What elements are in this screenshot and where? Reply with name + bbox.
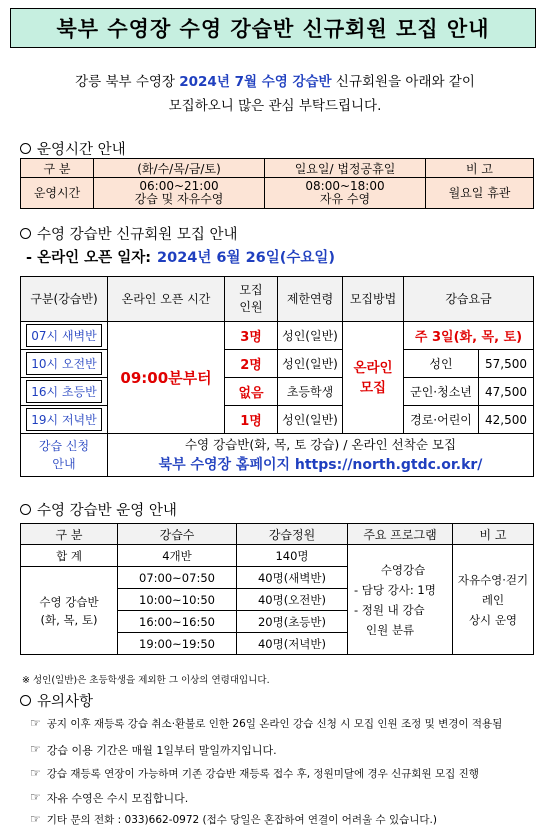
apply-info: 수영 강습반(화, 목, 토 강습) / 온라인 선착순 모집 북부 수영장 홈페이지 https://north.gtdc.or.kr/ [108, 434, 534, 477]
circle-bullet-icon [20, 228, 31, 239]
intro-line-2: 모집하오니 많은 관심 부탁드립니다. [168, 98, 382, 114]
holiday-hours: 08:00~18:00 자유 수영 [265, 178, 426, 209]
notice-item-2: ☞ 강습 이용 기간은 매월 1일부터 말일까지입니다. [30, 742, 277, 757]
pointing-hand-icon: ☞ [30, 742, 41, 756]
open-date: - 온라인 오픈 일자: 2024년 6월 26일(수요일) [26, 250, 336, 266]
pointing-hand-icon: ☞ [30, 766, 41, 780]
section-operation-heading: 수영 강습반 운영 안내 [20, 499, 177, 520]
pointing-hand-icon: ☞ [30, 812, 41, 826]
pointing-hand-icon: ☞ [30, 716, 41, 730]
weekday-hours: 06:00~21:00 강습 및 자유수영 [94, 178, 265, 209]
program-info: 수영강습 - 담당 강사: 1명 - 정원 내 강습 인원 분류 [348, 545, 453, 655]
pointing-hand-icon: ☞ [30, 790, 41, 804]
class-row-3: 16시 초등반 [21, 378, 108, 406]
page-title: 북부 수영장 수영 강습반 신규회원 모집 안내 [10, 8, 536, 48]
notice-item-3: ☞ 강습 재등록 연장이 가능하며 기존 강습반 재등록 접수 후, 정원미달에 경우 신규회원 모집 진행 [30, 766, 479, 780]
notice-item-1: ☞ 공지 이후 재등록 강습 취소·환불로 인한 26일 온라인 강습 신청 시 모집 인원 조정 및 변경이 적용됨 [30, 716, 503, 730]
operation-table: 구 분 강습수 강습정원 주요 프로그램 비 고 합 계 4개반 140명 수영강습 - 담당 강사: 1명 - 정원 내 강습 인원 분류 자유수영·걷기 레인 상시 운영 수영 강습반 (화, 목, 토) 07:00~07:50 40명(새벽반) 10:00~10:50 40명(오전반) 16:00~16:50 20명(초등반) 19:00~19:50 40명(저녁반) [20, 523, 534, 655]
homepage-link[interactable]: 북부 수영장 홈페이지 https://north.gtdc.or.kr/ [158, 457, 483, 473]
class-row-4: 19시 저녁반 [21, 406, 108, 434]
class-row-1: 07시 새벽반 [21, 322, 108, 350]
circle-bullet-icon [20, 695, 31, 706]
notice-item-5: ☞ 기타 문의 전화 : 033)662-0972 (접수 당일은 혼잡하여 연결이 어려울 수 있습니다.) [30, 812, 437, 826]
class-row-2: 10시 오전반 [21, 350, 108, 378]
intro-line-1: 강릉 북부 수영장 2024년 7월 수영 강습반 신규회원을 아래와 같이 [75, 74, 475, 90]
notice-item-4: ☞ 자유 수영은 수시 모집합니다. [30, 790, 189, 805]
circle-bullet-icon [20, 143, 31, 154]
hours-table: 구 분 (화/수/목/금/토) 일요일/ 법정공휴일 비 고 운영시간 06:00~21:00 강습 및 자유수영 08:00~18:00 자유 수영 월요일 휴관 [20, 158, 534, 209]
age-note: ※ 성인(일반)은 초등학생을 제외한 그 이상의 연령대입니다. [22, 675, 270, 686]
circle-bullet-icon [20, 504, 31, 515]
section-hours-heading: 운영시간 안내 [20, 138, 126, 159]
section-notice-heading: 유의사항 [20, 690, 93, 711]
recruit-table: 구분(강습반) 온라인 오픈 시간 모집 인원 제한연령 모집방법 강습요금 07시 새벽반 09:00분부터 3명 성인(일반) 온라인 모집 주 3일(화, 목, 토) 10시 오전반 2명 성인(일반) 성인 57,500 16시 초등반 없음 초등학생 군인·청소년 47,500 19시 저녁반 1명 성인(일반) 경로·어린이 42,500 강습 신청 안내 수영 강습반(화, 목, 토 강습) / 온라인 선착순 모집 북부 수영장 홈페이지 https://north.gtdc.or.kr/ [20, 276, 534, 477]
section-recruit-heading: 수영 강습반 신규회원 모집 안내 [20, 223, 238, 244]
